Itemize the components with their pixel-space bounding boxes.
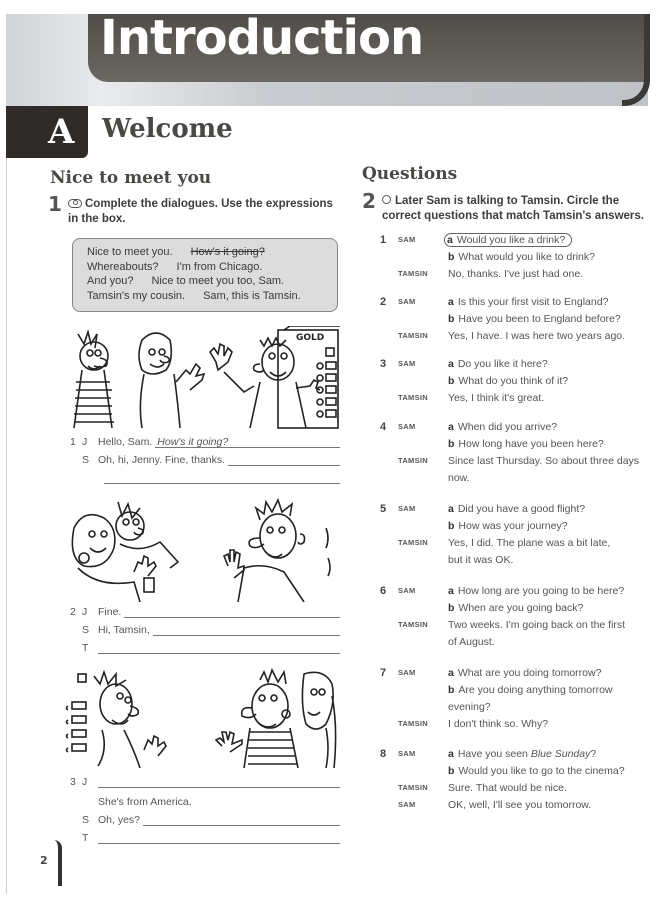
page-title: Introduction (100, 10, 424, 66)
question-item-7: 7 SAM a What are you doing tomorrow? b Are you doing anything tomorrow evening? TAMSIN I don't think so. Why? (380, 666, 613, 730)
page-number: 2 (40, 854, 48, 867)
svg-text:GOLD: GOLD (296, 333, 325, 343)
expression-used: How's it going? (190, 246, 265, 258)
option-b-cont: evening? (448, 700, 491, 713)
option-b[interactable]: b How was your journey? (448, 519, 568, 532)
section-badge (6, 106, 88, 158)
answer-blank[interactable] (153, 624, 340, 636)
dialogue-1-line-3 (104, 470, 340, 484)
exercise-1-instruction: Complete the dialogues. Use the expressions in the box. (68, 198, 333, 225)
section-letter: A (48, 112, 75, 152)
option-a[interactable]: a What are you doing tomorrow? (448, 666, 602, 679)
tamsin-answer-cont: but it was OK. (448, 553, 514, 566)
dialogue-2-line-2 (82, 622, 340, 636)
expression: Nice to meet you too, Sam. (151, 275, 285, 287)
left-heading: Nice to meet you (50, 168, 212, 188)
exercise-2-number: 2 (362, 189, 376, 213)
answer-blank[interactable] (228, 454, 340, 466)
dialogue-3-line-1 (70, 774, 340, 788)
question-item-8: 8 SAM a Have you seen Blue Sunday? b Would you like to go to the cinema? TAMSIN Sure. That would be nice. SAM OK, well, I'll see you tomorrow. (380, 747, 625, 811)
speaker: S (82, 624, 90, 636)
answer-blank[interactable] (98, 642, 340, 654)
tamsin-answer: No, thanks. I've just had one. (448, 267, 584, 280)
cartoon-jenny-tamsin-sam-icon (64, 326, 340, 430)
cartoon-introduction-icon (64, 498, 340, 602)
expression: I'm from Chicago. (176, 260, 263, 273)
question-item-4: 4 SAM a When did you arrive? b How long have you been here? TAMSIN Since last Thursday. So about three days now. (380, 420, 640, 484)
tamsin-answer: Since last Thursday. So about three days (448, 454, 640, 467)
expression: Sam, this is Tamsin. (203, 289, 301, 302)
dialogue-text: Hello, Sam. (98, 436, 153, 448)
dialogue-3-line-3 (82, 812, 340, 826)
answer-blank[interactable] (104, 472, 340, 484)
tamsin-answer: Yes, I have. I was here two years ago. (448, 329, 626, 342)
option-a[interactable]: a How long are you going to be here? (448, 584, 625, 597)
option-a[interactable]: a Is this your first visit to England? (448, 295, 609, 308)
expression-row (87, 274, 337, 289)
option-a[interactable]: a Do you like it here? (448, 357, 548, 370)
speaker: J (82, 606, 88, 618)
speaker: S (82, 814, 90, 826)
dialogue-3-line-2 (98, 794, 340, 808)
speaker: J (82, 776, 88, 788)
question-item-5: 5 SAM a Did you have a good flight? b How was your journey? TAMSIN Yes, I did. The plane was a bit late, but it was OK. (380, 502, 611, 566)
question-item-1: 1 SAM a Would you like a drink? b What would you like to drink? TAMSIN No, thanks. I've just had one. (380, 233, 595, 280)
dialogue-text: She's from America. (98, 796, 192, 808)
question-item-6: 6 SAM a How long are you going to be here? b When are you going back? TAMSIN Two weeks. I'm going back on the first of August. (380, 584, 626, 648)
illustration-2 (64, 498, 340, 602)
speaker: J (82, 436, 88, 448)
tamsin-answer: Yes, I did. The plane was a bit late, (448, 536, 611, 549)
tamsin-answer: Sure. That would be nice. (448, 781, 567, 794)
tamsin-answer: Two weeks. I'm going back on the first (448, 618, 626, 631)
question-item-2: 2 SAM a Is this your first visit to England? b Have you been to England before? TAMSIN Yes, I have. I was here two years ago. (380, 295, 626, 342)
tamsin-answer-cont: of August. (448, 635, 495, 648)
illustration-1 (64, 326, 340, 430)
dialogue-1-line-1 (70, 434, 340, 448)
film-title: Blue Sunday (530, 747, 591, 760)
dialogue-3-line-4 (82, 830, 340, 844)
cartoon-tamsin-from-america-icon (64, 666, 340, 770)
answer-blank[interactable] (98, 832, 340, 844)
dialogue-number: 2 (70, 606, 76, 618)
expression: Whereabouts? (87, 260, 159, 273)
header-curl-decoration (622, 14, 650, 106)
answer-blank[interactable] (98, 776, 340, 788)
expression: And you? (87, 275, 134, 287)
dialogue-2-line-1 (70, 604, 340, 618)
speaker: S (82, 454, 90, 466)
option-b[interactable]: b What would you like to drink? (448, 250, 595, 263)
sam-final-line: OK, well, I'll see you tomorrow. (448, 798, 592, 811)
expression-row (87, 289, 337, 304)
section-title: Welcome (102, 114, 233, 144)
expression: Tamsin's my cousin. (87, 289, 186, 302)
option-b[interactable]: b How long have you been here? (448, 437, 604, 450)
dialogue-1-line-2 (82, 452, 340, 466)
option-b[interactable]: b Would you like to go to the cinema? (448, 764, 625, 777)
option-a[interactable]: a Have you seen Blue Sunday? (448, 747, 597, 760)
answer-blank[interactable] (143, 814, 340, 826)
answer-blank[interactable] (124, 606, 340, 618)
option-b[interactable]: b Have you been to England before? (448, 312, 621, 325)
dialogue-number: 3 (70, 776, 76, 788)
dialogue-text: Oh, hi, Jenny. Fine, thanks. (98, 454, 226, 466)
illustration-3 (64, 666, 340, 770)
option-a[interactable]: a Did you have a good flight? (448, 502, 586, 515)
option-a-circled[interactable]: a Would you like a drink? (444, 233, 572, 247)
tamsin-answer: Yes, I think it's great. (448, 391, 545, 404)
speaker: T (82, 642, 89, 654)
question-item-3: 3 SAM a Do you like it here? b What do you think of it? TAMSIN Yes, I think it's great. (380, 357, 569, 404)
cd-icon (68, 199, 82, 208)
dialogue-text: Fine. (98, 606, 122, 618)
page-number-bracket (54, 840, 62, 886)
exercise-1-number: 1 (48, 192, 62, 216)
circle-icon (382, 195, 391, 204)
expression: Nice to meet you. (87, 246, 173, 258)
expression-row (87, 260, 337, 275)
dialogue-text: Hi, Tamsin, (98, 624, 150, 636)
option-b[interactable]: b When are you going back? (448, 601, 584, 614)
dialogue-number: 1 (70, 436, 76, 448)
expression-box (72, 238, 338, 312)
dialogue-2-line-3 (82, 640, 340, 654)
speaker: T (82, 832, 89, 844)
dialogue-text: Oh, yes? (98, 814, 141, 826)
exercise-2-instruction: Later Sam is talking to Tamsin. Circle the correct questions that match Tamsin's answers. (382, 195, 644, 222)
option-b[interactable]: b What do you think of it? (448, 374, 569, 387)
option-a[interactable]: a When did you arrive? (448, 420, 558, 433)
right-heading: Questions (362, 164, 458, 184)
tamsin-answer: I don't think so. Why? (448, 717, 549, 730)
option-b[interactable]: b Are you doing anything tomorrow (448, 683, 613, 696)
tamsin-answer-cont: now. (448, 471, 470, 484)
expression-row (87, 245, 337, 260)
answer-blank[interactable]: How's it going? (155, 436, 340, 448)
